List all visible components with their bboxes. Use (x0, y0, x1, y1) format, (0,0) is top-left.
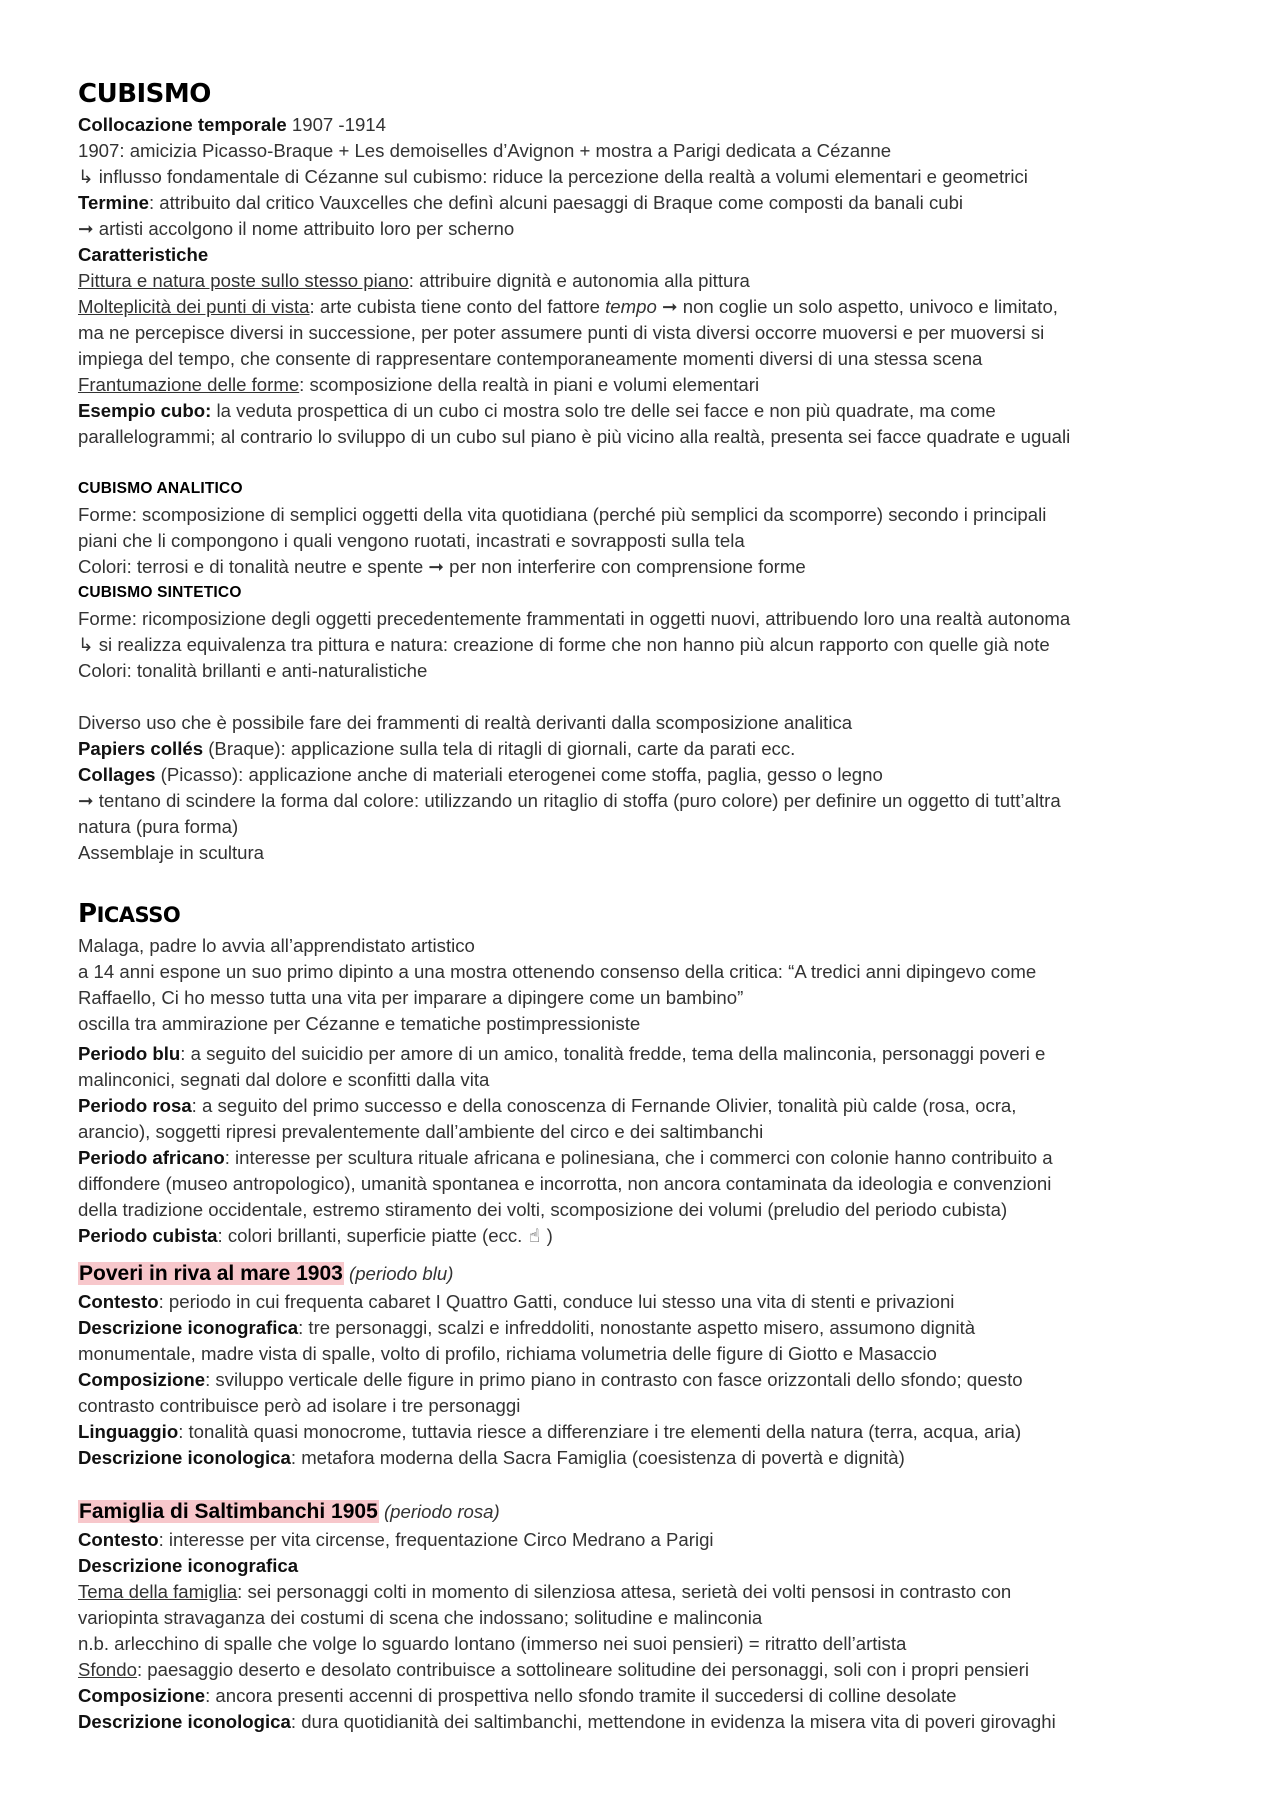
text-line: Contesto: periodo in cui frequenta cabaret I Quattro Gatti, conduce lui stesso una vita di stenti e privazioni (78, 1291, 955, 1312)
artwork-title-famiglia: Famiglia di Saltimbanchi 1905 (periodo rosa) (79, 1500, 500, 1523)
text-line: Raffaello, Ci ho messo tutta una vita per imparare a dipingere come un bambino” (78, 987, 744, 1008)
spacer (78, 1249, 1208, 1259)
section-title-analitico: CUBISMO ANALITICO (78, 480, 243, 497)
text-line: Collocazione temporale 1907 -1914 (78, 114, 386, 135)
text-line: Periodo blu: a seguito del suicidio per amore di un amico, tonalità fredde, tema della malinconia, personaggi poveri e (78, 1043, 1046, 1064)
text-line: Forme: ricomposizione degli oggetti precedentemente frammentati in oggetti nuovi, attribuendo loro una realtà autonoma (78, 608, 1071, 629)
subheading-caratteristiche: Caratteristiche (78, 244, 209, 265)
text-line: Colori: tonalità brillanti e anti-naturalistiche (78, 660, 428, 681)
text-line: arancio), soggetti ripresi prevalentemente dall’ambiente del circo e dei saltimbanchi (78, 1121, 764, 1142)
section-title-sintetico: CUBISMO SINTETICO (78, 584, 242, 601)
text-line: Descrizione iconologica: dura quotidianità dei saltimbanchi, mettendone in evidenza la misera vita di poveri girovaghi (78, 1711, 1056, 1732)
text-line: Frantumazione delle forme: scomposizione della realtà in piani e volumi elementari (78, 374, 760, 395)
text-line: della tradizione occidentale, estremo stiramento dei volti, scomposizione dei volumi (preludio del periodo cubista) (78, 1199, 1008, 1220)
text-line: Diverso uso che è possibile fare dei frammenti di realtà derivanti dalla scomposizione analitica (78, 712, 853, 733)
text-line: Periodo africano: interesse per scultura rituale africana e polinesiana, che i commerci con colonie hanno contribuito a (78, 1147, 1053, 1168)
text-line: Descrizione iconologica: metafora moderna della Sacra Famiglia (coesistenza di povertà e dignità) (78, 1447, 905, 1468)
spacer (78, 1471, 1208, 1497)
text-line: Periodo rosa: a seguito del primo successo e della conoscenza di Fernande Olivier, tonalità più calde (rosa, ocra, (78, 1095, 1017, 1116)
text-line: ↳ influsso fondamentale di Cézanne sul cubismo: riduce la percezione della realtà a volumi elementari e geometrici (78, 166, 1028, 187)
text-line: variopinta stravaganza dei costumi di scena che indossano; solitudine e malinconia (78, 1607, 763, 1628)
text-line: Composizione: ancora presenti accenni di prospettiva nello sfondo tramite il succedersi di colline desolate (78, 1685, 957, 1706)
text-line: oscilla tra ammirazione per Cézanne e tematiche postimpressioniste (78, 1013, 641, 1034)
text-line: contrasto contribuisce però ad isolare i tre personaggi (78, 1395, 521, 1416)
text-line: Forme: scomposizione di semplici oggetti della vita quotidiana (perché più semplici da scomporre) secondo i principali (78, 504, 1047, 525)
text-line: piani che li compongono i quali vengono ruotati, incastrati e sovrapposti sulla tela (78, 530, 745, 551)
text-line: ➞ tentano di scindere la forma dal colore: utilizzando un ritaglio di stoffa (puro colore) per definire un oggetto di tutt’altra (78, 790, 1061, 811)
text-line: 1907: amicizia Picasso-Braque + Les demoiselles d’Avignon + mostra a Parigi dedicata a Cézanne (78, 140, 892, 161)
highlighted-title: Famiglia di Saltimbanchi 1905 (79, 1500, 378, 1523)
text-line: impiega del tempo, che consente di rappresentare contemporaneamente momenti diversi di una stessa scena (78, 348, 983, 369)
text-line: n.b. arlecchino di spalle che volge lo sguardo lontano (immerso nei suoi pensieri) = ritratto dell’artista (78, 1633, 907, 1654)
text-line: Pittura e natura poste sullo stesso piano: attribuire dignità e autonomia alla pittura (78, 270, 750, 291)
text-line: Papiers collés (Braque): applicazione sulla tela di ritagli di giornali, carte da parati ecc. (78, 738, 796, 759)
text-line: Sfondo: paesaggio deserto e desolato contribuisce a sottolineare solitudine dei personaggi, soli con i propri pensieri (78, 1659, 1029, 1680)
spacer (78, 684, 1208, 710)
text-line: Esempio cubo: la veduta prospettica di un cubo ci mostra solo tre delle sei facce e non più quadrate, ma come (78, 400, 996, 421)
text-line: Tema della famiglia: sei personaggi colti in momento di silenziosa attesa, serietà dei volti pensosi in contrasto con (78, 1581, 1012, 1602)
section-title-picasso: PICASSO (78, 899, 181, 929)
text-line: Collages (Picasso): applicazione anche di materiali eterogenei come stoffa, paglia, gesso o legno (78, 764, 883, 785)
notes-content (78, 76, 1208, 1735)
text-line: Colori: terrosi e di tonalità neutre e spente ➞ per non interferire con comprensione forme (78, 556, 806, 577)
text-line: Termine: attribuito dal critico Vauxcelles che definì alcuni paesaggi di Braque come composti da banali cubi (78, 192, 964, 213)
text-line: diffondere (museo antropologico), umanità spontanea e incorrotta, non ancora contaminata da ideologia e convenzioni (78, 1173, 1052, 1194)
text-line: Assemblaje in scultura (78, 842, 265, 863)
pointing-hand-icon: ☝ (528, 1225, 541, 1246)
artwork-title-poveri: Poveri in riva al mare 1903 (periodo blu) (79, 1262, 454, 1285)
text-line: Contesto: interesse per vita circense, frequentazione Circo Medrano a Parigi (78, 1529, 714, 1550)
text-line: monumentale, madre vista di spalle, volto di profilo, richiama volumetria delle figure di Giotto e Masaccio (78, 1343, 937, 1364)
text-line: ma ne percepisce diversi in successione, per poter assumere punti di vista diversi occorre muoversi e per muoversi si (78, 322, 1045, 343)
text-line: Molteplicità dei punti di vista: arte cubista tiene conto del fattore tempo ➞ non coglie un solo aspetto, univoco e limitato, (78, 296, 1058, 317)
text-line: Linguaggio: tonalità quasi monocrome, tuttavia riesce a differenziare i tre elementi della natura (terra, acqua, aria) (78, 1421, 1022, 1442)
text-line: Composizione: sviluppo verticale delle figure in primo piano in contrasto con fasce orizzontali dello sfondo; questo (78, 1369, 1023, 1390)
text-line: Descrizione iconografica (78, 1555, 299, 1576)
spacer (78, 866, 1208, 896)
text-line: ➞ artisti accolgono il nome attribuito loro per scherno (78, 218, 515, 239)
highlighted-title: Poveri in riva al mare 1903 (79, 1262, 343, 1285)
text-line: Descrizione iconografica: tre personaggi, scalzi e infreddoliti, nonostante aspetto misero, assumono dignità (78, 1317, 976, 1338)
text-line: malinconici, segnati dal dolore e sconfitti dalla vita (78, 1069, 490, 1090)
spacer (78, 450, 1208, 476)
text-line: Malaga, padre lo avvia all’apprendistato artistico (78, 935, 475, 956)
text-line: natura (pura forma) (78, 816, 239, 837)
text-line: a 14 anni espone un suo primo dipinto a una mostra ottenendo consenso della critica: “A tredici anni dipingevo come (78, 961, 1037, 982)
text-line: ↳ si realizza equivalenza tra pittura e natura: creazione di forme che non hanno più alcun rapporto con quelle già note (78, 634, 1050, 655)
text-line: Periodo cubista: colori brillanti, superficie piatte (ecc. ☝ ) (78, 1223, 1208, 1249)
section-title-cubismo: CUBISMO (78, 79, 211, 109)
text-line: parallelogrammi; al contrario lo sviluppo di un cubo sul piano è più vicino alla realtà, presenta sei facce quadrate e uguali (78, 426, 1071, 447)
